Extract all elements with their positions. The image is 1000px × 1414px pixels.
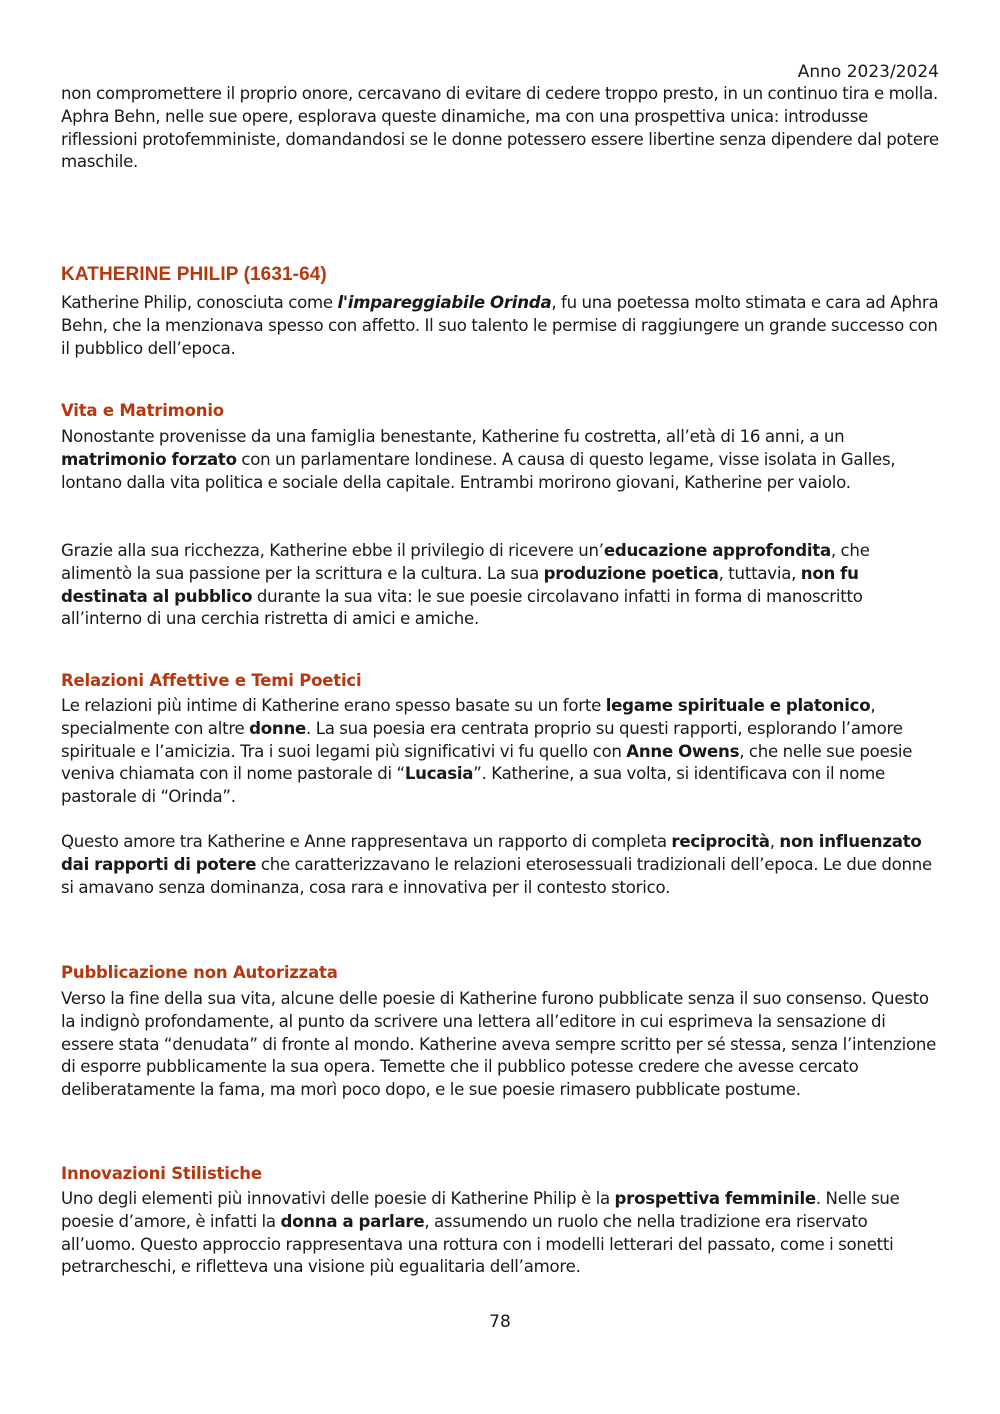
relazioni-paragraph-2-block <box>61 831 941 899</box>
pubblicazione-paragraph: Verso la fine della sua vita, alcune delle poesie di Katherine furono pubblicate senza il suo consenso. Questo la indignò profondamente, al punto da scrivere una lettera all’editore in cui esprimeva la sensazione di essere stata “denudata” di fronte al mondo. Katherine aveva sempre scritto per sé stessa, senza l’intenzione di esporre pubblicamente la sua opera. Temette che il pubblico potesse credere che avesse cercato deliberatamente la fama, ma morì poco dopo, e le sue poesie rimasero pubblicate postume. <box>61 989 937 1100</box>
innovazioni-paragraph: Uno degli elementi più innovativi delle poesie di Katherine Philip è la prospettiva femminile. Nelle sue poesie d’amore, è infatti la donna a parlare, assumendo un ruolo che nella tradizione era riservato all’uomo. Questo approccio rappresentava una rottura con i modelli letterari del passato, come i sonetti petrarcheschi, e rifletteva una visione più egualitaria dell’amore. <box>61 1189 900 1277</box>
page-number: 78 <box>489 1312 511 1332</box>
vita-paragraph-1-block <box>61 426 941 494</box>
innovazioni-paragraph-block <box>61 1188 941 1279</box>
relazioni-paragraph-1: Le relazioni più intime di Katherine erano spesso basate su un forte legame spirituale e platonico, specialmente con altre donne. La sua poesia era centrata proprio su questi rapporti, esplorando l’amore spirituale e l’amicizia. Tra i suoi legami più significativi vi fu quello con Anne Owens, che nelle sue poesie veniva chiamata con il nome pastorale di “Lucasia”. Katherine, a sua volta, si identificava con il nome pastorale di “Orinda”. <box>61 696 913 807</box>
vita-paragraph-2: Grazie alla sua ricchezza, Katherine ebbe il privilegio di ricevere un’educazione approfondita, che alimentò la sua passione per la scrittura e la cultura. La sua produzione poetica, tuttavia, non fu destinata al pubblico durante la sua vita: le sue poesie circolavano infatti in forma di manoscritto all’interno di una cerchia ristretta di amici e amiche. <box>61 541 870 629</box>
vita-paragraph-2-block <box>61 540 941 631</box>
heading-pubblicazione: Pubblicazione non Autorizzata <box>61 963 338 982</box>
relazioni-paragraph-1-block <box>61 695 941 809</box>
header-year: Anno 2023/2024 <box>797 62 939 82</box>
intro-paragraph: non compromettere il proprio onore, cercavano di evitare di cedere troppo presto, in un continuo tira e molla. Aphra Behn, nelle sue opere, esplorava queste dinamiche, ma con una prospettiva unica: introdusse riflessioni protofemministe, domandandosi se le donne potessero essere libertine senza dipendere dal potere maschile. <box>61 84 939 172</box>
heading-relazioni-affettive: Relazioni Affettive e Temi Poetici <box>61 671 362 690</box>
relazioni-paragraph-2: Questo amore tra Katherine e Anne rappresentava un rapporto di completa reciprocità, non influenzato dai rapporti di potere che caratterizzavano le relazioni eterosessuali tradizionali dell’epoca. Le due donne si amavano senza dominanza, cosa rara e innovativa per il contesto storico. <box>61 832 933 897</box>
section-title: KATHERINE PHILIP (1631-64) <box>61 264 327 285</box>
section-intro-block <box>61 292 941 360</box>
pubblicazione-paragraph-block <box>61 988 941 1102</box>
section-intro-paragraph: Katherine Philip, conosciuta come l'impareggiabile Orinda, fu una poetessa molto stimata e cara ad Aphra Behn, che la menzionava spesso con affetto. Il suo talento le permise di raggiungere un grande successo con il pubblico dell’epoca. <box>61 293 939 358</box>
heading-vita-matrimonio: Vita e Matrimonio <box>61 401 224 420</box>
vita-paragraph-1: Nonostante provenisse da una famiglia benestante, Katherine fu costretta, all’età di 16 anni, a un matrimonio forzato con un parlamentare londinese. A causa di questo legame, visse isolata in Galles, lontano dalla vita politica e sociale della capitale. Entrambi morirono giovani, Katherine per vaiolo. <box>61 427 896 492</box>
intro-paragraph-block <box>61 83 941 174</box>
heading-innovazioni: Innovazioni Stilistiche <box>61 1164 262 1183</box>
